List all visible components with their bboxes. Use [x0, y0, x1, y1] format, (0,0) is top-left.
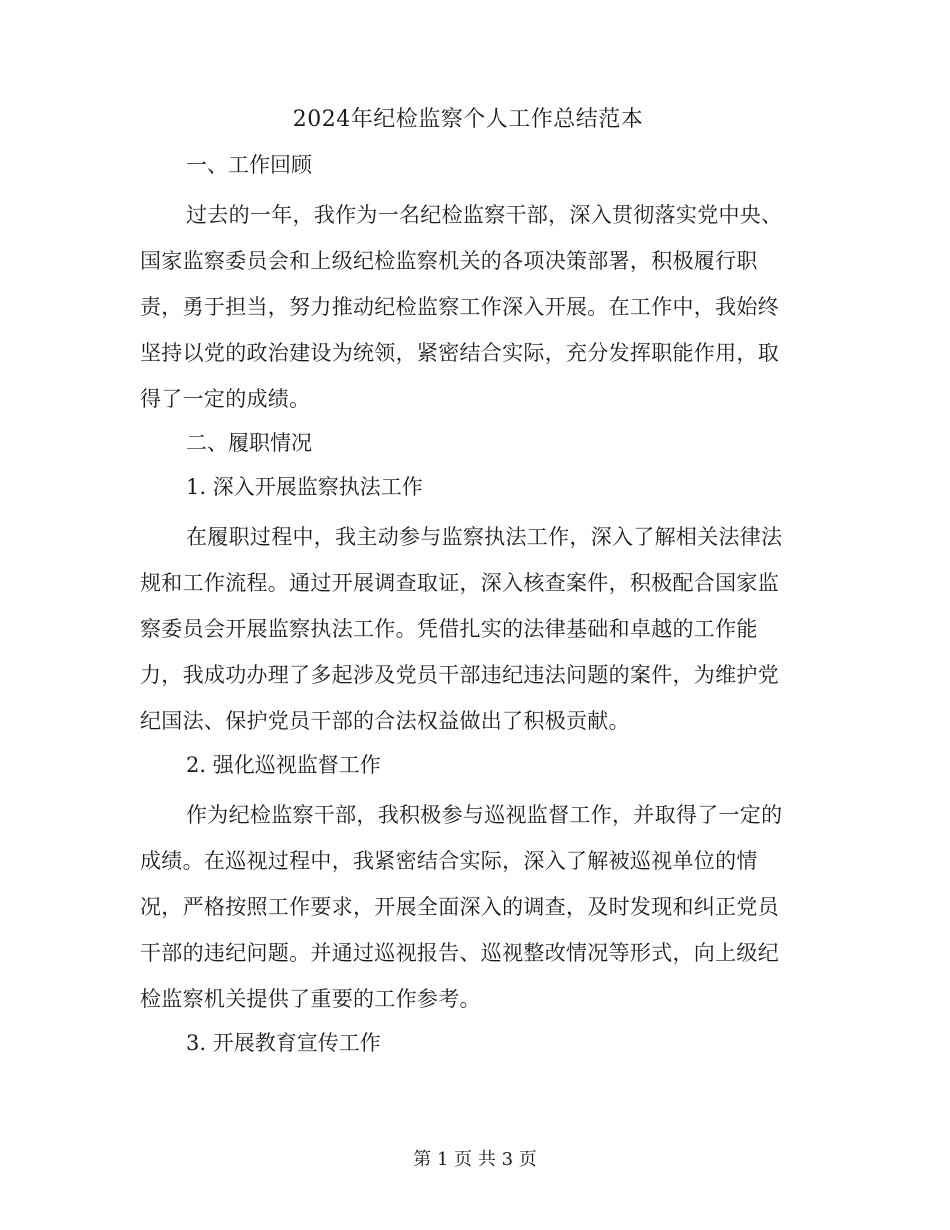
section-heading-review: 一、工作回顾: [186, 153, 312, 177]
page-footer: 第 1 页 共 3 页: [413, 1149, 537, 1170]
paragraph-supervision-enforcement: 在履职过程中，我主动参与监察执法工作，深入了解相关法律法规和工作流程。通过开展调查取证，深入核查案件，积极配合国家监察委员会开展监察执法工作。凭借扎实的法律基础和卓越的工作能力，我成功办理了多起涉及党员干部违纪违法问题的案件，为维护党纪国法、保护党员干部的合法权益做出了积极贡献。: [140, 525, 783, 733]
paragraph-inspection: 作为纪检监察干部，我积极参与巡视监督工作，并取得了一定的成绩。在巡视过程中，我紧密结合实际，深入了解被巡视单位的情况，严格按照工作要求，开展全面深入的调查，及时发现和纠正党员干部的违纪问题。并通过巡视报告、巡视整改情况等形式，向上级纪检监察机关提供了重要的工作参考。: [140, 803, 783, 1011]
section-heading-duties: 二、履职情况: [186, 431, 312, 455]
paragraph-review: 过去的一年，我作为一名纪检监察干部，深入贯彻落实党中央、国家监察委员会和上级纪检监察机关的各项决策部署，积极履行职责，勇于担当，努力推动纪检监察工作深入开展。在工作中，我始终坚持以党的政治建设为统领，紧密结合实际，充分发挥职能作用，取得了一定的成绩。: [140, 203, 783, 411]
subheading-supervision-enforcement: 1. 深入开展监察执法工作: [186, 475, 423, 499]
subheading-inspection: 2. 强化巡视监督工作: [186, 753, 381, 777]
document-title: 2024年纪检监察个人工作总结范本: [292, 107, 644, 132]
document-body: [140, 104, 796, 1070]
subheading-education: 3. 开展教育宣传工作: [186, 1031, 381, 1055]
